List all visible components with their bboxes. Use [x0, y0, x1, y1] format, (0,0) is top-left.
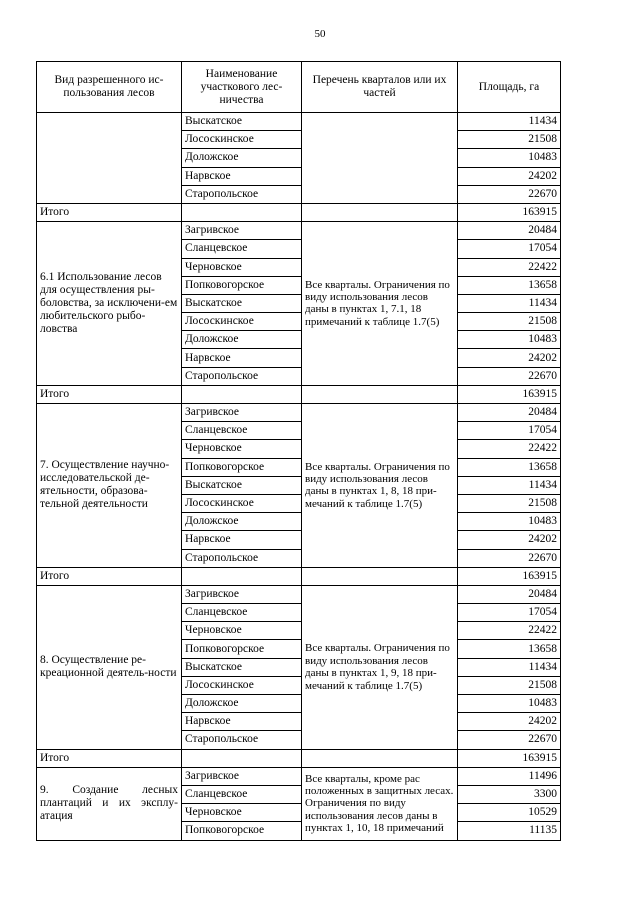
empty-cell	[182, 203, 302, 221]
district-cell: Черновское	[182, 258, 302, 276]
area-cell: 24202	[458, 531, 561, 549]
district-cell: Лососкинское	[182, 313, 302, 331]
district-cell: Сланцевское	[182, 422, 302, 440]
area-cell: 13658	[458, 458, 561, 476]
empty-cell	[302, 203, 458, 221]
district-cell: Нарвское	[182, 531, 302, 549]
total-label: Итого	[37, 567, 182, 585]
district-cell: Выскатское	[182, 658, 302, 676]
area-cell: 24202	[458, 349, 561, 367]
use-kind-cell: 8. Осуществление ре-креационной деятель-ности	[37, 585, 182, 749]
district-cell: Лососкинское	[182, 131, 302, 149]
area-cell: 11434	[458, 658, 561, 676]
total-label: Итого	[37, 749, 182, 767]
district-cell: Черновское	[182, 440, 302, 458]
district-cell: Попковогорское	[182, 822, 302, 840]
total-value: 163915	[458, 567, 561, 585]
area-cell: 10483	[458, 513, 561, 531]
district-cell: Загривское	[182, 767, 302, 785]
district-cell: Нарвское	[182, 349, 302, 367]
quarters-cell: Все кварталы, кроме рас положенных в защитных лесах. Ограничения по виду использования лесов даны в пунктах 1, 10, 18 примечаний	[302, 767, 458, 840]
district-cell: Старопольское	[182, 367, 302, 385]
district-cell: Старопольское	[182, 731, 302, 749]
area-cell: 21508	[458, 494, 561, 512]
district-cell: Старопольское	[182, 185, 302, 203]
area-cell: 21508	[458, 131, 561, 149]
table-row	[37, 222, 561, 240]
district-cell: Загривское	[182, 404, 302, 422]
district-cell: Лососкинское	[182, 494, 302, 512]
area-cell: 17054	[458, 240, 561, 258]
forest-use-table	[36, 61, 561, 841]
area-cell: 11434	[458, 113, 561, 131]
area-cell: 21508	[458, 313, 561, 331]
district-cell: Сланцевское	[182, 604, 302, 622]
total-value: 163915	[458, 749, 561, 767]
district-cell: Доложское	[182, 149, 302, 167]
total-value: 163915	[458, 385, 561, 403]
district-cell: Загривское	[182, 585, 302, 603]
area-cell: 21508	[458, 676, 561, 694]
area-cell: 22422	[458, 622, 561, 640]
district-cell: Доложское	[182, 331, 302, 349]
total-label: Итого	[37, 203, 182, 221]
area-cell: 17054	[458, 604, 561, 622]
area-cell: 20484	[458, 404, 561, 422]
district-cell: Лососкинское	[182, 676, 302, 694]
use-kind-cell: 9. Создание лесных плантаций и их эксплу-атация	[37, 767, 182, 840]
quarters-cell: Все кварталы. Ограничения по виду использования лесов даны в пунктах 1, 9, 18 при-мечаний к таблице 1.7(5)	[302, 585, 458, 749]
district-cell: Сланцевское	[182, 785, 302, 803]
area-cell: 11135	[458, 822, 561, 840]
empty-cell	[182, 385, 302, 403]
table-row	[37, 767, 561, 785]
header-district: Наименование участкового лес-ничества	[182, 62, 302, 113]
district-cell: Нарвское	[182, 167, 302, 185]
district-cell: Выскатское	[182, 113, 302, 131]
district-cell: Старопольское	[182, 549, 302, 567]
area-cell: 11496	[458, 767, 561, 785]
area-cell: 22670	[458, 185, 561, 203]
district-cell: Попковогорское	[182, 276, 302, 294]
area-cell: 3300	[458, 785, 561, 803]
area-cell: 22670	[458, 731, 561, 749]
quarters-cell	[302, 113, 458, 204]
area-cell: 13658	[458, 276, 561, 294]
total-row	[37, 749, 561, 767]
area-cell: 22422	[458, 440, 561, 458]
district-cell: Сланцевское	[182, 240, 302, 258]
area-cell: 10483	[458, 331, 561, 349]
area-cell: 22670	[458, 367, 561, 385]
area-cell: 24202	[458, 713, 561, 731]
table-row	[37, 113, 561, 131]
district-cell: Загривское	[182, 222, 302, 240]
area-cell: 17054	[458, 422, 561, 440]
use-kind-cell: 7. Осуществление научно-исследовательской де-ятельности, образова-тельной деятельности	[37, 404, 182, 568]
total-label: Итого	[37, 385, 182, 403]
total-value: 163915	[458, 203, 561, 221]
total-row	[37, 567, 561, 585]
page-number: 50	[314, 28, 326, 40]
area-cell: 24202	[458, 167, 561, 185]
table-row	[37, 404, 561, 422]
area-cell: 11434	[458, 294, 561, 312]
quarters-cell: Все кварталы. Ограничения по виду использования лесов даны в пунктах 1, 8, 18 при-мечаний к таблице 1.7(5)	[302, 404, 458, 568]
empty-cell	[302, 749, 458, 767]
header-area: Площадь, га	[458, 62, 561, 113]
empty-cell	[302, 567, 458, 585]
district-cell: Нарвское	[182, 713, 302, 731]
area-cell: 10483	[458, 149, 561, 167]
district-cell: Доложское	[182, 513, 302, 531]
header-quarters: Перечень кварталов или их частей	[302, 62, 458, 113]
district-cell: Черновское	[182, 804, 302, 822]
area-cell: 22422	[458, 258, 561, 276]
empty-cell	[302, 385, 458, 403]
district-cell: Доложское	[182, 695, 302, 713]
total-row	[37, 203, 561, 221]
area-cell: 20484	[458, 585, 561, 603]
total-row	[37, 385, 561, 403]
use-kind-cell	[37, 113, 182, 204]
area-cell: 13658	[458, 640, 561, 658]
use-kind-cell: 6.1 Использование лесов для осуществления ры-боловства, за исключени-ем любительского рыбо-ловства	[37, 222, 182, 386]
district-cell: Попковогорское	[182, 640, 302, 658]
district-cell: Выскатское	[182, 476, 302, 494]
header-use-kind: Вид разрешенного ис-пользования лесов	[37, 62, 182, 113]
district-cell: Черновское	[182, 622, 302, 640]
area-cell: 22670	[458, 549, 561, 567]
empty-cell	[182, 749, 302, 767]
district-cell: Попковогорское	[182, 458, 302, 476]
area-cell: 10529	[458, 804, 561, 822]
empty-cell	[182, 567, 302, 585]
area-cell: 20484	[458, 222, 561, 240]
area-cell: 11434	[458, 476, 561, 494]
district-cell: Выскатское	[182, 294, 302, 312]
table-row	[37, 585, 561, 603]
area-cell: 10483	[458, 695, 561, 713]
quarters-cell: Все кварталы. Ограничения по виду использования лесов даны в пунктах 1, 7.1, 18 примечаний к таблице 1.7(5)	[302, 222, 458, 386]
